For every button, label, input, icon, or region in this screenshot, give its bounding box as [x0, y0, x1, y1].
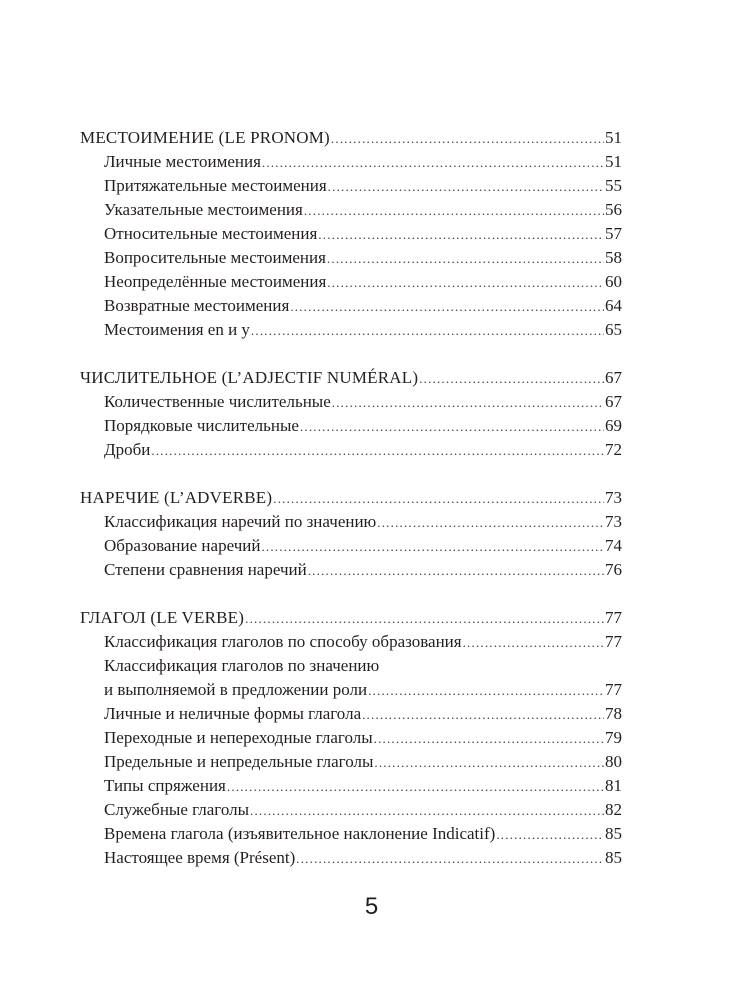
- entry-title: Степени сравнения наречий: [104, 560, 307, 579]
- dot-leader: [328, 175, 604, 199]
- entry-title: Настоящее время (Présent): [104, 848, 296, 867]
- toc-section: [80, 606, 622, 870]
- entry-title: НАРЕЧИЕ (L’ADVERBE): [80, 488, 273, 507]
- entry-title: Местоимения en и y: [104, 320, 250, 339]
- entry-page: 85: [605, 848, 622, 867]
- entry-page: 73: [605, 488, 622, 507]
- toc-entry: [80, 438, 622, 462]
- toc-entry: [80, 222, 622, 246]
- entry-page: 51: [605, 128, 622, 147]
- entry-title: Порядковые числительные: [104, 416, 299, 435]
- toc-entry: [80, 246, 622, 270]
- dot-leader: [327, 271, 604, 295]
- entry-title: ГЛАГОЛ (LE VERBE): [80, 608, 245, 627]
- page-number: 5: [364, 893, 379, 920]
- toc-entry: [80, 318, 622, 342]
- entry-page: 77: [605, 608, 622, 627]
- entry-page: 57: [605, 224, 622, 243]
- entry-page: 69: [605, 416, 622, 435]
- toc-section: [80, 366, 622, 462]
- dot-leader: [308, 559, 604, 583]
- toc-entry: [80, 726, 622, 750]
- dot-leader: [374, 727, 604, 751]
- toc-entry: [80, 822, 622, 846]
- toc-entry: [80, 174, 622, 198]
- entry-page: 78: [605, 704, 622, 723]
- toc-heading: [80, 366, 622, 390]
- entry-page: 77: [605, 680, 622, 699]
- toc-section: [80, 126, 622, 342]
- entry-title: Относительные местоимения: [104, 224, 318, 243]
- dot-leader: [251, 319, 604, 343]
- entry-title: Количественные числительные: [104, 392, 331, 411]
- entry-page: 76: [605, 560, 622, 579]
- dot-leader: [250, 799, 604, 823]
- toc-section: [80, 486, 622, 582]
- entry-title: Возвратные местоимения: [104, 296, 290, 315]
- toc-entry: [80, 846, 622, 870]
- dot-leader: [368, 679, 604, 703]
- toc-entry: [80, 510, 622, 534]
- entry-title: Времена глагола (изъявительное наклонение Indicatif): [104, 824, 496, 843]
- dot-leader: [377, 511, 604, 535]
- toc-entry: [80, 414, 622, 438]
- entry-page: 56: [605, 200, 622, 219]
- dot-leader: [273, 487, 604, 511]
- toc-entry: [80, 198, 622, 222]
- entry-page: 80: [605, 752, 622, 771]
- dot-leader: [151, 439, 604, 463]
- toc-entry: [80, 750, 622, 774]
- entry-page: 58: [605, 248, 622, 267]
- entry-page: 74: [605, 536, 622, 555]
- entry-page: 67: [605, 392, 622, 411]
- dot-leader: [362, 703, 604, 727]
- toc-entry: [80, 534, 622, 558]
- dot-leader: [296, 847, 604, 871]
- dot-leader: [290, 295, 604, 319]
- entry-title: Дроби: [104, 440, 151, 459]
- toc-entry: [80, 270, 622, 294]
- entry-title: Переходные и непереходные глаголы: [104, 728, 373, 747]
- toc-heading: [80, 126, 622, 150]
- dot-leader: [463, 631, 604, 655]
- entry-title: Классификация глаголов по способу образования: [104, 632, 462, 651]
- toc-entry: [80, 294, 622, 318]
- toc-entry: [80, 654, 622, 678]
- toc-entry: [80, 630, 622, 654]
- entry-page: 77: [605, 632, 622, 651]
- entry-page: 67: [605, 368, 622, 387]
- entry-title: Служебные глаголы: [104, 800, 249, 819]
- entry-title: Вопросительные местоимения: [104, 248, 326, 267]
- toc-entry: [80, 150, 622, 174]
- entry-page: 51: [605, 152, 622, 171]
- entry-title: Притяжательные местоимения: [104, 176, 327, 195]
- toc-heading: [80, 606, 622, 630]
- toc-entry: [80, 390, 622, 414]
- entry-title: ЧИСЛИТЕЛЬНОЕ (L’ADJECTIF NUMÉRAL): [80, 368, 419, 387]
- entry-page: 65: [605, 320, 622, 339]
- entry-page: 64: [605, 296, 622, 315]
- toc-entry: [80, 558, 622, 582]
- entry-page: 82: [605, 800, 622, 819]
- dot-leader: [331, 127, 604, 151]
- toc-entry: [80, 798, 622, 822]
- dot-leader: [318, 223, 604, 247]
- entry-title: и выполняемой в предложении роли: [104, 680, 368, 699]
- entry-title: Типы спряжения: [104, 776, 226, 795]
- toc-entry: [80, 774, 622, 798]
- entry-title: Личные и неличные формы глагола: [104, 704, 362, 723]
- entry-title: Предельные и непредельные глаголы: [104, 752, 374, 771]
- entry-page: 85: [605, 824, 622, 843]
- entry-page: 79: [605, 728, 622, 747]
- dot-leader: [332, 391, 604, 415]
- dot-leader: [245, 607, 604, 631]
- entry-title: Классификация наречий по значению: [104, 512, 377, 531]
- toc-heading: [80, 486, 622, 510]
- dot-leader: [419, 367, 604, 391]
- entry-page: 81: [605, 776, 622, 795]
- entry-title: МЕСТОИМЕНИЕ (LE PRONOM): [80, 128, 330, 147]
- dot-leader: [327, 247, 604, 271]
- dot-leader: [261, 535, 604, 559]
- dot-leader: [262, 151, 604, 175]
- entry-title: Неопределённые местоимения: [104, 272, 327, 291]
- entry-page: 73: [605, 512, 622, 531]
- entry-page: 55: [605, 176, 622, 195]
- entry-title: Образование наречий: [104, 536, 261, 555]
- dot-leader: [496, 823, 604, 847]
- entry-page: 72: [605, 440, 622, 459]
- toc-entry: [80, 702, 622, 726]
- toc-entry-continuation: [80, 678, 622, 702]
- dot-leader: [374, 751, 604, 775]
- entry-title: Личные местоимения: [104, 152, 261, 171]
- entry-title: Классификация глаголов по значению: [104, 656, 380, 675]
- dot-leader: [304, 199, 604, 223]
- entry-page: 60: [605, 272, 622, 291]
- dot-leader: [300, 415, 604, 439]
- table-of-contents: [80, 126, 622, 894]
- entry-title: Указательные местоимения: [104, 200, 303, 219]
- dot-leader: [227, 775, 604, 799]
